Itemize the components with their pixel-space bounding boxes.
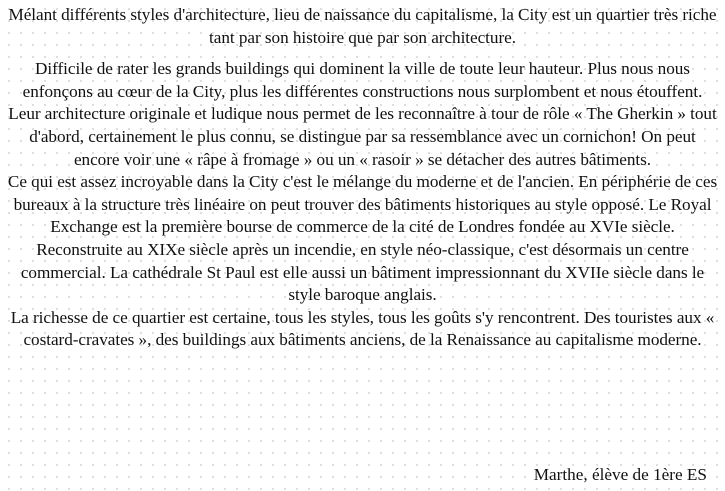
gherkin-paragraph: Difficile de rater les grands buildings qui dominent la ville de toute leur hauteur. Plus nous nous enfonçons au cœur de la City, plus les différentes constructions nous surplombent et nous étouffent. Leur architecture originale et ludique nous permet de les reconnaître à tour de rôle « The Gherkin » tout d'abord, certainement le plus connu, se distingue par sa ressemblance avec un cornichon! On peut encore voir une « râpe à fromage » ou un « rasoir » se détacher des autres bâtiments. — [8, 59, 717, 169]
author-signature: Marthe, élève de 1ère ES — [533, 465, 707, 484]
intro-paragraph: Mélant différents styles d'architecture, lieu de naissance du capitalisme, la City est un quartier très riche tant par son histoire que par son architecture. — [8, 5, 717, 47]
conclusion-paragraph: La richesse de ce quartier est certaine, tous les styles, tous les goûts s'y rencontrent. Des touristes aux « costard-cravates », des buildings aux bâtiments anciens, de la Renaissance au capitalisme moderne. — [10, 307, 715, 350]
modern-ancient-paragraph: Ce qui est assez incroyable dans la City c'est le mélange du moderne et de l'ancien. En périphérie de ces bureaux à la structure très linéaire on peut trouver des bâtiments historiques au style opposé. Le Royal Exchange est la première bourse de commerce de la cité de Londres fondée au XVIe siècle. Reconstruite au XIXe siècle après un incendie, en style néo-classique, c'est désormais un centre commercial. La cathédrale St Paul est elle aussi un bâtiment impressionnant du XVIIe siècle dans le style baroque anglais. — [7, 172, 718, 305]
